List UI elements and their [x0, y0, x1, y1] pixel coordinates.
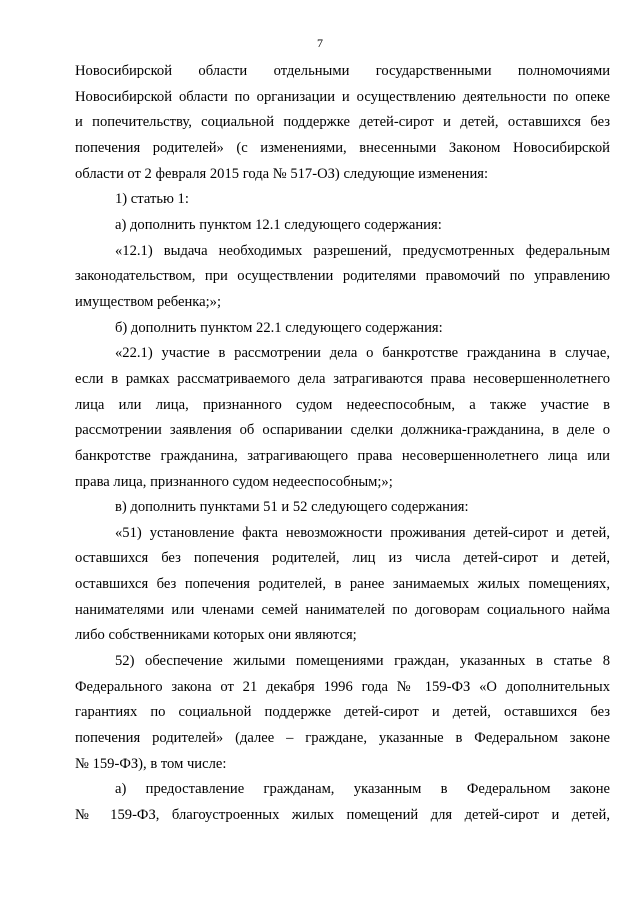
text-line: оставшихся без попечения родителей, в ранее занимаемых жилых помещениях, [75, 576, 610, 593]
text-line: «22.1) участие в рассмотрении дела о банкротстве гражданина в случае, [115, 345, 610, 362]
text-line: законодательством, при осуществлении родителями правомочий по управлению [75, 268, 610, 285]
text-line: рассмотрении заявления об оспаривании сделки должника-гражданина, в деле о [75, 422, 610, 439]
text-line: Федерального закона от 21 декабря 1996 года № 159-ФЗ «О дополнительных [75, 678, 610, 695]
page-number: 7 [317, 36, 323, 50]
text-line: лица или лица, признанного судом недееспособным, а также участие в [75, 396, 610, 413]
text-line: в) дополнить пунктами 51 и 52 следующего содержания: [115, 499, 469, 516]
text-line: Новосибирской области по организации и осуществлению деятельности по опеке [75, 88, 610, 105]
document-body [75, 59, 610, 829]
text-line: 52) обеспечение жилыми помещениями граждан, указанных в статье 8 [115, 653, 610, 670]
text-line: имуществом ребенка;»; [75, 293, 222, 310]
text-line: № 159-ФЗ), в том числе: [75, 755, 227, 772]
text-line: если в рамках рассматриваемого дела затрагиваются права несовершеннолетнего [75, 370, 610, 387]
text-line: 1) статью 1: [115, 191, 189, 208]
text-line: «51) установление факта невозможности проживания детей-сирот и детей, [115, 524, 610, 541]
text-line: № 159-ФЗ, благоустроенных жилых помещений для детей-сирот и детей, [75, 807, 610, 824]
text-line: нанимателями или членами семей нанимателей по договорам социального найма [75, 601, 610, 618]
text-line: попечения родителей» (далее – граждане, указанные в Федеральном законе [75, 730, 610, 747]
text-line: а) предоставление гражданам, указанным в Федеральном законе [115, 781, 610, 798]
text-line: б) дополнить пунктом 22.1 следующего содержания: [115, 319, 443, 336]
text-line: попечения родителей» (с изменениями, внесенными Законом Новосибирской [75, 139, 610, 156]
text-line: а) дополнить пунктом 12.1 следующего содержания: [115, 216, 442, 233]
text-line: «12.1) выдача необходимых разрешений, предусмотренных федеральным [115, 242, 610, 259]
text-line: гарантиях по социальной поддержке детей-сирот и детей, оставшихся без [75, 704, 610, 721]
text-line: и попечительству, социальной поддержке детей-сирот и детей, оставшихся без [75, 114, 610, 131]
text-line: банкротстве гражданина, затрагивающего права несовершеннолетнего лица или [75, 447, 610, 464]
text-line: Новосибирской области отдельными государственными полномочиями [75, 63, 610, 79]
text-line: области от 2 февраля 2015 года № 517-ОЗ) следующие изменения: [75, 165, 489, 182]
text-line: либо собственниками которых они являются; [75, 627, 357, 644]
text-line: права лица, признанного судом недееспособным;»; [75, 473, 393, 490]
text-line: оставшихся без попечения родителей, лиц из числа детей-сирот и детей, [75, 550, 610, 567]
